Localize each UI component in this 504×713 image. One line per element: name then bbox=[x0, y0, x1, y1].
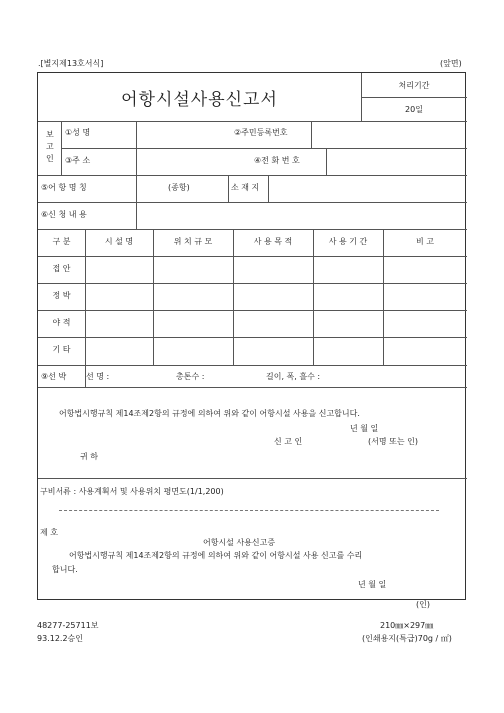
certificate-text-2: 합니다. bbox=[52, 565, 78, 574]
table-row-label: 야 적 bbox=[52, 318, 71, 327]
request-label: ⑥신 청 내 용 bbox=[41, 210, 87, 219]
phone-label: ④전 화 번 호 bbox=[254, 156, 300, 165]
col-header-facility: 시 설 명 bbox=[104, 237, 134, 246]
form-title: 어항시설사용신고서 bbox=[121, 90, 278, 110]
report-form bbox=[37, 72, 466, 600]
table-row-label: 접 안 bbox=[52, 264, 71, 273]
footer-paper: (인쇄용지(특급)70g / ㎡) bbox=[362, 634, 452, 643]
certificate-date: 년 월 일 bbox=[358, 580, 387, 589]
footer-code: 48277-25711보 bbox=[37, 621, 99, 630]
table-row-label: 정 박 bbox=[52, 291, 71, 300]
footer-size: 210㎜×297㎜ bbox=[380, 621, 434, 630]
rrn-label: ②주민등록번호 bbox=[234, 128, 288, 137]
col-header-category: 구 분 bbox=[52, 237, 71, 246]
location-label: 소 재 지 bbox=[231, 183, 260, 192]
certificate-title: 어항시설 사용신고증 bbox=[203, 538, 276, 547]
attachments-text: 구비서류 : 사용계획서 및 사용위치 평면도(1/1,200) bbox=[40, 487, 224, 496]
tonnage-label: 총톤수 : bbox=[176, 372, 205, 381]
col-header-period: 사 용 기 간 bbox=[328, 237, 368, 246]
addressee: 귀 하 bbox=[80, 452, 98, 461]
processing-label: 처리기간 bbox=[398, 81, 430, 90]
certificate-seal: (인) bbox=[416, 600, 430, 609]
ship-name-label: 선 명 : bbox=[86, 372, 110, 381]
declaration-text: 어항법시행규칙 제14조제2항의 규정에 의하여 위와 같이 어항시설 사용을 신고합니다. bbox=[59, 409, 360, 418]
harbor-type-hint: (종항) bbox=[168, 183, 190, 192]
page-side: (앞면) bbox=[440, 59, 462, 68]
vessel-label: ⑨선 박 bbox=[41, 372, 67, 381]
dimensions-label: 길이, 폭, 흘수 : bbox=[266, 372, 321, 381]
reporter-section-label: 보 고 인 bbox=[46, 130, 54, 163]
processing-value: 20일 bbox=[405, 105, 423, 114]
table-row-label: 기 타 bbox=[52, 345, 71, 354]
sign-hint: (서명 또는 인) bbox=[368, 437, 418, 446]
col-header-location: 위 치 규 모 bbox=[173, 237, 213, 246]
harbor-name-label: ⑤어 항 명 칭 bbox=[41, 183, 87, 192]
reporter-sign-label: 신 고 인 bbox=[274, 437, 303, 446]
name-label: ①성 명 bbox=[65, 128, 91, 137]
declaration-date: 년 월 일 bbox=[350, 424, 379, 433]
col-header-purpose: 사 용 목 적 bbox=[253, 237, 293, 246]
certificate-number: 제 호 bbox=[40, 528, 58, 537]
address-label: ③주 소 bbox=[65, 156, 91, 165]
col-header-remarks: 비 고 bbox=[416, 237, 434, 246]
form-number: .[별지제13호서식] bbox=[38, 59, 104, 68]
footer-approved: 93.12.2승인 bbox=[37, 634, 83, 643]
certificate-text-1: 어항법시행규칙 제14조제2항의 규정에 의하여 위와 같이 어항시설 사용 신고를 수리 bbox=[69, 551, 363, 560]
